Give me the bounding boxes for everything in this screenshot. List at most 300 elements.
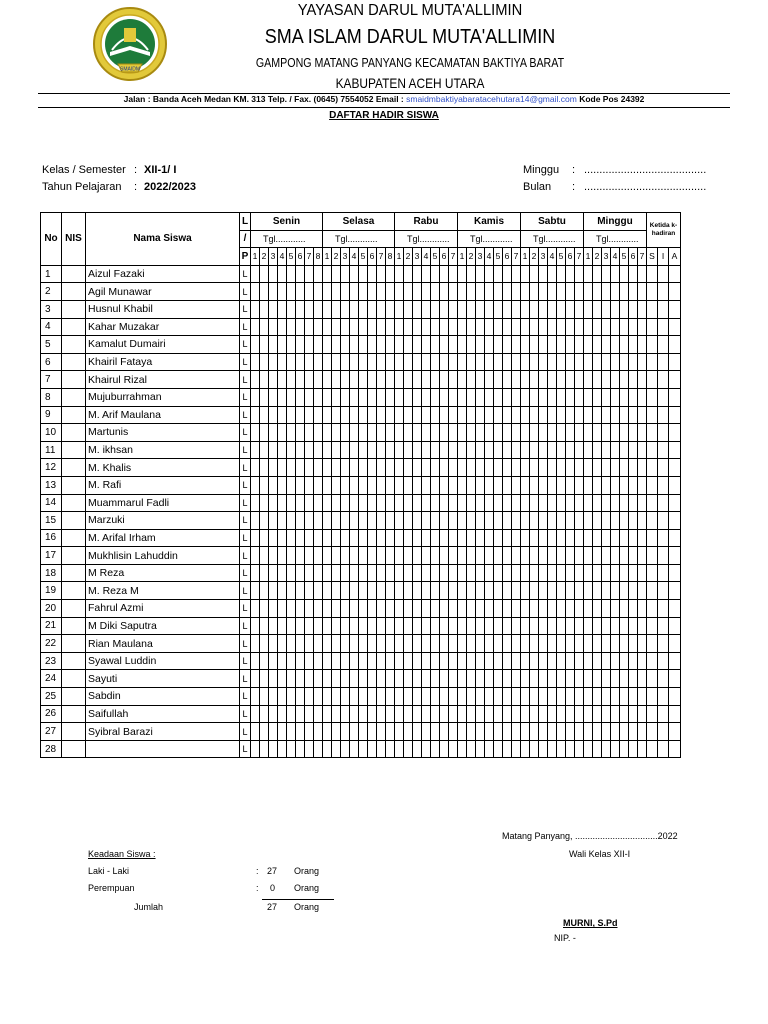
attendance-cell[interactable] — [629, 283, 638, 301]
attendance-cell[interactable] — [584, 670, 593, 688]
attendance-cell[interactable] — [341, 300, 350, 318]
attendance-cell[interactable] — [278, 406, 287, 424]
attendance-cell[interactable] — [341, 441, 350, 459]
attendance-cell[interactable] — [278, 564, 287, 582]
attendance-cell[interactable] — [494, 600, 503, 618]
absence-cell[interactable] — [647, 529, 658, 547]
attendance-cell[interactable] — [386, 441, 395, 459]
attendance-cell[interactable] — [431, 582, 440, 600]
attendance-cell[interactable] — [332, 582, 341, 600]
attendance-cell[interactable] — [638, 617, 647, 635]
attendance-cell[interactable] — [611, 388, 620, 406]
student-nis[interactable] — [62, 371, 86, 389]
attendance-cell[interactable] — [602, 547, 611, 565]
attendance-cell[interactable] — [512, 371, 521, 389]
attendance-cell[interactable] — [575, 424, 584, 442]
absence-cell[interactable] — [647, 494, 658, 512]
attendance-cell[interactable] — [440, 459, 449, 477]
attendance-cell[interactable] — [314, 635, 323, 653]
attendance-cell[interactable] — [593, 353, 602, 371]
attendance-cell[interactable] — [530, 406, 539, 424]
attendance-cell[interactable] — [314, 318, 323, 336]
student-nis[interactable] — [62, 424, 86, 442]
attendance-cell[interactable] — [260, 670, 269, 688]
attendance-cell[interactable] — [521, 494, 530, 512]
attendance-cell[interactable] — [440, 494, 449, 512]
attendance-cell[interactable] — [305, 740, 314, 758]
attendance-cell[interactable] — [278, 388, 287, 406]
attendance-cell[interactable] — [539, 406, 548, 424]
date-field-rabu[interactable]: Tgl............ — [395, 230, 458, 248]
attendance-cell[interactable] — [359, 441, 368, 459]
attendance-cell[interactable] — [620, 388, 629, 406]
attendance-cell[interactable] — [611, 564, 620, 582]
student-nis[interactable] — [62, 300, 86, 318]
attendance-cell[interactable] — [638, 318, 647, 336]
attendance-cell[interactable] — [557, 652, 566, 670]
attendance-cell[interactable] — [422, 688, 431, 706]
student-nis[interactable] — [62, 705, 86, 723]
absence-cell[interactable] — [669, 353, 681, 371]
attendance-cell[interactable] — [530, 336, 539, 354]
student-nis[interactable] — [62, 582, 86, 600]
attendance-cell[interactable] — [359, 600, 368, 618]
student-nis[interactable] — [62, 635, 86, 653]
attendance-cell[interactable] — [395, 635, 404, 653]
absence-cell[interactable] — [669, 512, 681, 530]
attendance-cell[interactable] — [404, 353, 413, 371]
attendance-cell[interactable] — [296, 283, 305, 301]
attendance-cell[interactable] — [332, 723, 341, 741]
attendance-cell[interactable] — [521, 529, 530, 547]
attendance-cell[interactable] — [359, 723, 368, 741]
attendance-cell[interactable] — [287, 476, 296, 494]
attendance-cell[interactable] — [584, 441, 593, 459]
attendance-cell[interactable] — [521, 318, 530, 336]
attendance-cell[interactable] — [314, 617, 323, 635]
attendance-cell[interactable] — [395, 388, 404, 406]
attendance-cell[interactable] — [548, 388, 557, 406]
attendance-cell[interactable] — [584, 371, 593, 389]
attendance-cell[interactable] — [494, 406, 503, 424]
attendance-cell[interactable] — [584, 336, 593, 354]
attendance-cell[interactable] — [449, 476, 458, 494]
attendance-cell[interactable] — [278, 300, 287, 318]
attendance-cell[interactable] — [584, 353, 593, 371]
attendance-cell[interactable] — [611, 582, 620, 600]
absence-cell[interactable] — [647, 705, 658, 723]
attendance-cell[interactable] — [557, 476, 566, 494]
attendance-cell[interactable] — [512, 652, 521, 670]
attendance-cell[interactable] — [350, 529, 359, 547]
attendance-cell[interactable] — [503, 600, 512, 618]
attendance-cell[interactable] — [341, 459, 350, 477]
attendance-cell[interactable] — [269, 723, 278, 741]
attendance-cell[interactable] — [377, 494, 386, 512]
attendance-cell[interactable] — [296, 670, 305, 688]
attendance-cell[interactable] — [602, 459, 611, 477]
attendance-cell[interactable] — [503, 652, 512, 670]
student-nis[interactable] — [62, 265, 86, 283]
attendance-cell[interactable] — [449, 600, 458, 618]
attendance-cell[interactable] — [377, 652, 386, 670]
attendance-cell[interactable] — [251, 564, 260, 582]
attendance-cell[interactable] — [431, 265, 440, 283]
attendance-cell[interactable] — [413, 371, 422, 389]
absence-cell[interactable] — [658, 476, 669, 494]
attendance-cell[interactable] — [467, 723, 476, 741]
attendance-cell[interactable] — [323, 494, 332, 512]
attendance-cell[interactable] — [530, 529, 539, 547]
attendance-cell[interactable] — [557, 406, 566, 424]
attendance-cell[interactable] — [404, 283, 413, 301]
attendance-cell[interactable] — [305, 371, 314, 389]
attendance-cell[interactable] — [521, 283, 530, 301]
attendance-cell[interactable] — [413, 723, 422, 741]
attendance-cell[interactable] — [413, 441, 422, 459]
attendance-cell[interactable] — [494, 336, 503, 354]
attendance-cell[interactable] — [368, 441, 377, 459]
attendance-cell[interactable] — [629, 635, 638, 653]
attendance-cell[interactable] — [422, 318, 431, 336]
attendance-cell[interactable] — [548, 353, 557, 371]
attendance-cell[interactable] — [467, 353, 476, 371]
attendance-cell[interactable] — [458, 600, 467, 618]
attendance-cell[interactable] — [476, 705, 485, 723]
attendance-cell[interactable] — [620, 723, 629, 741]
student-nis[interactable] — [62, 547, 86, 565]
attendance-cell[interactable] — [440, 564, 449, 582]
attendance-cell[interactable] — [629, 353, 638, 371]
attendance-cell[interactable] — [530, 318, 539, 336]
attendance-cell[interactable] — [629, 617, 638, 635]
attendance-cell[interactable] — [332, 617, 341, 635]
attendance-cell[interactable] — [449, 652, 458, 670]
attendance-cell[interactable] — [395, 617, 404, 635]
attendance-cell[interactable] — [557, 424, 566, 442]
attendance-cell[interactable] — [638, 652, 647, 670]
attendance-cell[interactable] — [359, 318, 368, 336]
attendance-cell[interactable] — [611, 353, 620, 371]
attendance-cell[interactable] — [377, 705, 386, 723]
attendance-cell[interactable] — [629, 564, 638, 582]
attendance-cell[interactable] — [620, 318, 629, 336]
absence-cell[interactable] — [669, 529, 681, 547]
attendance-cell[interactable] — [305, 283, 314, 301]
attendance-cell[interactable] — [287, 494, 296, 512]
attendance-cell[interactable] — [431, 635, 440, 653]
attendance-cell[interactable] — [350, 353, 359, 371]
attendance-cell[interactable] — [575, 582, 584, 600]
attendance-cell[interactable] — [620, 459, 629, 477]
attendance-cell[interactable] — [638, 564, 647, 582]
attendance-cell[interactable] — [593, 652, 602, 670]
attendance-cell[interactable] — [584, 617, 593, 635]
attendance-cell[interactable] — [602, 388, 611, 406]
attendance-cell[interactable] — [332, 353, 341, 371]
attendance-cell[interactable] — [458, 459, 467, 477]
attendance-cell[interactable] — [494, 424, 503, 442]
attendance-cell[interactable] — [566, 353, 575, 371]
attendance-cell[interactable] — [485, 723, 494, 741]
attendance-cell[interactable] — [575, 564, 584, 582]
attendance-cell[interactable] — [593, 529, 602, 547]
attendance-cell[interactable] — [548, 512, 557, 530]
attendance-cell[interactable] — [404, 617, 413, 635]
attendance-cell[interactable] — [593, 494, 602, 512]
attendance-cell[interactable] — [593, 441, 602, 459]
attendance-cell[interactable] — [503, 740, 512, 758]
attendance-cell[interactable] — [269, 564, 278, 582]
attendance-cell[interactable] — [323, 424, 332, 442]
attendance-cell[interactable] — [521, 265, 530, 283]
attendance-cell[interactable] — [539, 388, 548, 406]
attendance-cell[interactable] — [620, 441, 629, 459]
attendance-cell[interactable] — [485, 476, 494, 494]
attendance-cell[interactable] — [413, 424, 422, 442]
attendance-cell[interactable] — [602, 283, 611, 301]
attendance-cell[interactable] — [422, 424, 431, 442]
attendance-cell[interactable] — [449, 494, 458, 512]
absence-cell[interactable] — [658, 265, 669, 283]
attendance-cell[interactable] — [593, 670, 602, 688]
attendance-cell[interactable] — [494, 300, 503, 318]
attendance-cell[interactable] — [251, 529, 260, 547]
student-nis[interactable] — [62, 652, 86, 670]
attendance-cell[interactable] — [422, 582, 431, 600]
student-nis[interactable] — [62, 441, 86, 459]
attendance-cell[interactable] — [251, 688, 260, 706]
attendance-cell[interactable] — [458, 283, 467, 301]
attendance-cell[interactable] — [566, 336, 575, 354]
attendance-cell[interactable] — [593, 512, 602, 530]
attendance-cell[interactable] — [485, 688, 494, 706]
attendance-cell[interactable] — [314, 582, 323, 600]
attendance-cell[interactable] — [323, 600, 332, 618]
attendance-cell[interactable] — [395, 300, 404, 318]
attendance-cell[interactable] — [422, 353, 431, 371]
attendance-cell[interactable] — [440, 600, 449, 618]
attendance-cell[interactable] — [341, 529, 350, 547]
attendance-cell[interactable] — [467, 547, 476, 565]
attendance-cell[interactable] — [584, 582, 593, 600]
attendance-cell[interactable] — [368, 582, 377, 600]
attendance-cell[interactable] — [386, 564, 395, 582]
attendance-cell[interactable] — [287, 283, 296, 301]
attendance-cell[interactable] — [314, 441, 323, 459]
attendance-cell[interactable] — [584, 494, 593, 512]
attendance-cell[interactable] — [359, 406, 368, 424]
attendance-cell[interactable] — [602, 635, 611, 653]
attendance-cell[interactable] — [629, 424, 638, 442]
attendance-cell[interactable] — [521, 300, 530, 318]
attendance-cell[interactable] — [359, 582, 368, 600]
attendance-cell[interactable] — [566, 494, 575, 512]
attendance-cell[interactable] — [422, 265, 431, 283]
attendance-cell[interactable] — [620, 300, 629, 318]
attendance-cell[interactable] — [368, 688, 377, 706]
attendance-cell[interactable] — [476, 600, 485, 618]
attendance-cell[interactable] — [449, 547, 458, 565]
attendance-cell[interactable] — [368, 406, 377, 424]
attendance-cell[interactable] — [539, 476, 548, 494]
attendance-cell[interactable] — [296, 617, 305, 635]
attendance-cell[interactable] — [485, 670, 494, 688]
attendance-cell[interactable] — [575, 529, 584, 547]
attendance-cell[interactable] — [323, 723, 332, 741]
attendance-cell[interactable] — [557, 723, 566, 741]
attendance-cell[interactable] — [494, 476, 503, 494]
absence-cell[interactable] — [658, 635, 669, 653]
attendance-cell[interactable] — [314, 600, 323, 618]
attendance-cell[interactable] — [440, 476, 449, 494]
attendance-cell[interactable] — [251, 318, 260, 336]
attendance-cell[interactable] — [584, 688, 593, 706]
attendance-cell[interactable] — [593, 600, 602, 618]
attendance-cell[interactable] — [557, 318, 566, 336]
attendance-cell[interactable] — [512, 388, 521, 406]
attendance-cell[interactable] — [584, 547, 593, 565]
attendance-cell[interactable] — [638, 688, 647, 706]
attendance-cell[interactable] — [611, 688, 620, 706]
attendance-cell[interactable] — [566, 512, 575, 530]
attendance-cell[interactable] — [404, 635, 413, 653]
attendance-cell[interactable] — [575, 336, 584, 354]
attendance-cell[interactable] — [620, 424, 629, 442]
absence-cell[interactable] — [647, 512, 658, 530]
absence-cell[interactable] — [669, 318, 681, 336]
attendance-cell[interactable] — [386, 318, 395, 336]
attendance-cell[interactable] — [296, 476, 305, 494]
email-link[interactable]: smaidmbaktiyabaratacehutara14@gmail.com — [406, 94, 577, 104]
attendance-cell[interactable] — [629, 441, 638, 459]
attendance-cell[interactable] — [269, 353, 278, 371]
attendance-cell[interactable] — [323, 371, 332, 389]
attendance-cell[interactable] — [548, 688, 557, 706]
attendance-cell[interactable] — [485, 424, 494, 442]
attendance-cell[interactable] — [611, 300, 620, 318]
attendance-cell[interactable] — [449, 353, 458, 371]
attendance-cell[interactable] — [530, 353, 539, 371]
attendance-cell[interactable] — [413, 600, 422, 618]
attendance-cell[interactable] — [314, 688, 323, 706]
attendance-cell[interactable] — [476, 336, 485, 354]
attendance-cell[interactable] — [539, 582, 548, 600]
attendance-cell[interactable] — [377, 388, 386, 406]
attendance-cell[interactable] — [611, 512, 620, 530]
attendance-cell[interactable] — [413, 318, 422, 336]
attendance-cell[interactable] — [269, 512, 278, 530]
attendance-cell[interactable] — [530, 688, 539, 706]
attendance-cell[interactable] — [620, 353, 629, 371]
attendance-cell[interactable] — [431, 388, 440, 406]
attendance-cell[interactable] — [440, 441, 449, 459]
absence-cell[interactable] — [669, 406, 681, 424]
attendance-cell[interactable] — [305, 318, 314, 336]
attendance-cell[interactable] — [629, 406, 638, 424]
attendance-cell[interactable] — [368, 652, 377, 670]
attendance-cell[interactable] — [413, 406, 422, 424]
attendance-cell[interactable] — [368, 300, 377, 318]
attendance-cell[interactable] — [521, 723, 530, 741]
attendance-cell[interactable] — [611, 529, 620, 547]
attendance-cell[interactable] — [602, 512, 611, 530]
absence-cell[interactable] — [669, 670, 681, 688]
attendance-cell[interactable] — [341, 371, 350, 389]
attendance-cell[interactable] — [503, 547, 512, 565]
absence-cell[interactable] — [669, 652, 681, 670]
attendance-cell[interactable] — [593, 564, 602, 582]
attendance-cell[interactable] — [386, 582, 395, 600]
attendance-cell[interactable] — [503, 371, 512, 389]
attendance-cell[interactable] — [593, 318, 602, 336]
attendance-cell[interactable] — [602, 617, 611, 635]
attendance-cell[interactable] — [548, 441, 557, 459]
attendance-cell[interactable] — [305, 582, 314, 600]
attendance-cell[interactable] — [530, 265, 539, 283]
attendance-cell[interactable] — [539, 652, 548, 670]
attendance-cell[interactable] — [575, 635, 584, 653]
attendance-cell[interactable] — [611, 652, 620, 670]
attendance-cell[interactable] — [611, 635, 620, 653]
attendance-cell[interactable] — [485, 388, 494, 406]
attendance-cell[interactable] — [296, 371, 305, 389]
attendance-cell[interactable] — [377, 670, 386, 688]
attendance-cell[interactable] — [629, 494, 638, 512]
attendance-cell[interactable] — [341, 688, 350, 706]
attendance-cell[interactable] — [314, 547, 323, 565]
attendance-cell[interactable] — [566, 441, 575, 459]
attendance-cell[interactable] — [620, 494, 629, 512]
attendance-cell[interactable] — [566, 476, 575, 494]
attendance-cell[interactable] — [521, 476, 530, 494]
attendance-cell[interactable] — [467, 512, 476, 530]
attendance-cell[interactable] — [620, 476, 629, 494]
attendance-cell[interactable] — [332, 318, 341, 336]
attendance-cell[interactable] — [341, 547, 350, 565]
attendance-cell[interactable] — [386, 740, 395, 758]
attendance-cell[interactable] — [386, 371, 395, 389]
attendance-cell[interactable] — [404, 424, 413, 442]
absence-cell[interactable] — [658, 652, 669, 670]
attendance-cell[interactable] — [548, 424, 557, 442]
attendance-cell[interactable] — [638, 441, 647, 459]
attendance-cell[interactable] — [611, 459, 620, 477]
attendance-cell[interactable] — [332, 688, 341, 706]
attendance-cell[interactable] — [584, 283, 593, 301]
attendance-cell[interactable] — [458, 688, 467, 706]
attendance-cell[interactable] — [431, 688, 440, 706]
attendance-cell[interactable] — [296, 705, 305, 723]
attendance-cell[interactable] — [539, 705, 548, 723]
attendance-cell[interactable] — [278, 353, 287, 371]
attendance-cell[interactable] — [494, 582, 503, 600]
attendance-cell[interactable] — [566, 283, 575, 301]
attendance-cell[interactable] — [539, 283, 548, 301]
attendance-cell[interactable] — [530, 547, 539, 565]
attendance-cell[interactable] — [467, 740, 476, 758]
attendance-cell[interactable] — [629, 529, 638, 547]
attendance-cell[interactable] — [359, 617, 368, 635]
attendance-cell[interactable] — [278, 512, 287, 530]
attendance-cell[interactable] — [395, 476, 404, 494]
attendance-cell[interactable] — [575, 476, 584, 494]
attendance-cell[interactable] — [602, 705, 611, 723]
attendance-cell[interactable] — [269, 371, 278, 389]
absence-cell[interactable] — [647, 635, 658, 653]
attendance-cell[interactable] — [332, 564, 341, 582]
attendance-cell[interactable] — [332, 670, 341, 688]
